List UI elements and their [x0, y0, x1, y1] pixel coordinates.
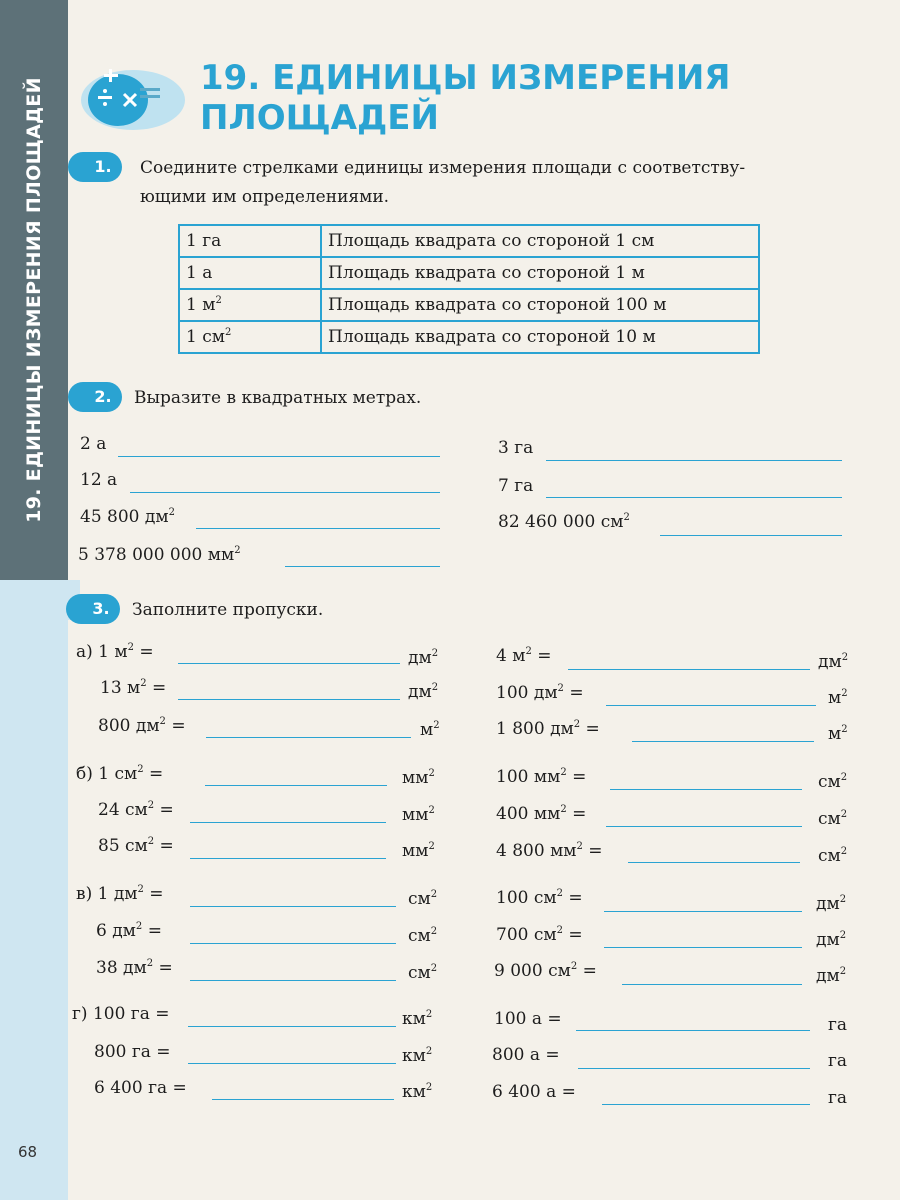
- task-2-item: 5 378 000 000 $мм^2$: [78, 545, 241, 565]
- page-title-line2: ПЛОЩАДЕЙ: [200, 98, 439, 138]
- subtask-a-item: а) 1 $м^2$ =: [76, 642, 154, 662]
- unit-label: $мм^2$: [402, 841, 435, 861]
- subtask-b-item: б) 1 $см^2$ =: [76, 764, 164, 784]
- unit-label: $дм^2$: [816, 894, 847, 914]
- unit-label: $см^2$: [408, 889, 438, 909]
- answer-line[interactable]: [130, 492, 440, 493]
- answer-line[interactable]: [190, 906, 396, 907]
- answer-line[interactable]: [178, 699, 400, 700]
- task-2-item: 12 а: [80, 470, 118, 490]
- task-2-item: 3 га: [498, 438, 534, 458]
- table-row: [179, 257, 759, 289]
- subtask-b-item: 100 $мм^2$ =: [496, 767, 587, 787]
- subtask-a-item: 4 $м^2$ =: [496, 646, 552, 666]
- task-2-item: 7 га: [498, 476, 534, 496]
- task-2-item: 2 а: [80, 434, 107, 454]
- units-definitions-table: [178, 224, 760, 354]
- unit-label: $м^2$: [828, 688, 848, 708]
- unit-label: $дм^2$: [816, 966, 847, 986]
- subtask-a-item: 800 $дм^2$ =: [98, 716, 186, 736]
- task-2-item: 82 460 000 $см^2$: [498, 512, 630, 532]
- table-row: [179, 225, 759, 257]
- subtask-b-item: 400 $мм^2$ =: [496, 804, 587, 824]
- unit-cell[interactable]: 1 $см^2$: [179, 321, 321, 353]
- answer-line[interactable]: [622, 984, 802, 985]
- unit-label: $см^2$: [818, 809, 848, 829]
- unit-label: $м^2$: [828, 724, 848, 744]
- unit-label: $дм^2$: [818, 652, 849, 672]
- subtask-a-item: 13 $м^2$ =: [100, 678, 167, 698]
- subtask-g-item: 6 400 а =: [492, 1082, 576, 1102]
- math-operations-logo: [78, 58, 188, 138]
- unit-label: $мм^2$: [402, 768, 435, 788]
- definition-cell[interactable]: Площадь квадрата со стороной 1 см: [321, 225, 759, 257]
- subtask-g-item: 6 400 га =: [94, 1078, 187, 1098]
- subtask-g-item: г) 100 га =: [72, 1004, 170, 1024]
- unit-label: $см^2$: [408, 926, 438, 946]
- subtask-b-item: 85 $см^2$ =: [98, 836, 174, 856]
- answer-line[interactable]: [212, 1099, 394, 1100]
- subtask-g-item: 800 а =: [492, 1045, 560, 1065]
- unit-label: га: [828, 1088, 848, 1108]
- answer-line[interactable]: [632, 741, 814, 742]
- table-row: [179, 289, 759, 321]
- answer-line[interactable]: [190, 980, 396, 981]
- subtask-v-item: 100 $см^2$ =: [496, 888, 583, 908]
- page-number: 68: [18, 1143, 38, 1161]
- answer-line[interactable]: [578, 1068, 810, 1069]
- answer-line[interactable]: [546, 497, 842, 498]
- task-1-instruction-line1: Соедините стрелками единицы измерения площади с соответству-: [140, 158, 746, 178]
- answer-line[interactable]: [188, 1063, 396, 1064]
- answer-line[interactable]: [568, 669, 810, 670]
- subtask-b-item: 24 $см^2$ =: [98, 800, 174, 820]
- answer-line[interactable]: [190, 858, 386, 859]
- answer-line[interactable]: [604, 947, 802, 948]
- answer-line[interactable]: [196, 528, 440, 529]
- answer-line[interactable]: [178, 663, 400, 664]
- unit-label: $км^2$: [402, 1082, 433, 1102]
- unit-label: $мм^2$: [402, 805, 435, 825]
- definition-cell[interactable]: Площадь квадрата со стороной 1 м: [321, 257, 759, 289]
- sidebar-chapter-title: 19. ЕДИНИЦЫ ИЗМЕРЕНИЯ ПЛОЩАДЕЙ: [23, 77, 45, 523]
- task-3-badge: 3.: [66, 594, 120, 624]
- answer-line[interactable]: [206, 737, 411, 738]
- answer-line[interactable]: [118, 456, 440, 457]
- task-2-badge: 2.: [68, 382, 122, 412]
- subtask-v-item: 6 $дм^2$ =: [96, 921, 162, 941]
- subtask-v-item: 700 $см^2$ =: [496, 925, 583, 945]
- answer-line[interactable]: [546, 460, 842, 461]
- answer-line[interactable]: [660, 535, 842, 536]
- task-1-badge: 1.: [68, 152, 122, 182]
- table-row: [179, 321, 759, 353]
- answer-line[interactable]: [190, 943, 396, 944]
- sidebar: [0, 0, 68, 1200]
- task-3-instruction: Заполните пропуски.: [132, 600, 324, 620]
- unit-label: $км^2$: [402, 1046, 433, 1066]
- answer-line[interactable]: [285, 566, 440, 567]
- subtask-a-item: 1 800 $дм^2$ =: [496, 719, 600, 739]
- sidebar-light-band: [0, 580, 68, 1200]
- subtask-b-item: 4 800 $мм^2$ =: [496, 841, 603, 861]
- unit-label: $см^2$: [818, 772, 848, 792]
- subtask-v-item: 9 000 $см^2$ =: [494, 961, 597, 981]
- subtask-a-item: 100 $дм^2$ =: [496, 683, 584, 703]
- task-2-item: 45 800 $дм^2$: [80, 507, 175, 527]
- page-title-line1: 19. ЕДИНИЦЫ ИЗМЕРЕНИЯ: [200, 58, 731, 98]
- unit-cell[interactable]: 1 га: [179, 225, 321, 257]
- definition-cell[interactable]: Площадь квадрата со стороной 10 м: [321, 321, 759, 353]
- task-1-instruction-line2: ющими им определениями.: [140, 187, 390, 207]
- subtask-g-item: 800 га =: [94, 1042, 171, 1062]
- task-1-instruction: [140, 154, 745, 212]
- unit-label: $м^2$: [420, 720, 440, 740]
- answer-line[interactable]: [188, 1026, 396, 1027]
- unit-label: га: [828, 1051, 848, 1071]
- answer-line[interactable]: [604, 911, 802, 912]
- unit-label: $дм^2$: [408, 648, 439, 668]
- unit-label: $дм^2$: [408, 682, 439, 702]
- answer-line[interactable]: [205, 785, 387, 786]
- subtask-v-item: 38 $дм^2$ =: [96, 958, 173, 978]
- answer-line[interactable]: [628, 862, 800, 863]
- unit-label: $дм^2$: [816, 930, 847, 950]
- answer-line[interactable]: [190, 822, 386, 823]
- answer-line[interactable]: [602, 1104, 810, 1105]
- task-2-instruction: Выразите в квадратных метрах.: [134, 388, 422, 408]
- subtask-v-item: в) 1 $дм^2$ =: [76, 884, 164, 904]
- unit-label: $км^2$: [402, 1009, 433, 1029]
- unit-label: $см^2$: [818, 846, 848, 866]
- unit-cell[interactable]: 1 а: [179, 257, 321, 289]
- definition-cell[interactable]: Площадь квадрата со стороной 100 м: [321, 289, 759, 321]
- answer-line[interactable]: [610, 789, 802, 790]
- unit-label: га: [828, 1015, 848, 1035]
- page-title: [200, 58, 730, 138]
- answer-line[interactable]: [606, 826, 802, 827]
- subtask-g-item: 100 а =: [494, 1009, 562, 1029]
- answer-line[interactable]: [606, 705, 816, 706]
- unit-cell[interactable]: 1 $м^2$: [179, 289, 321, 321]
- answer-line[interactable]: [576, 1030, 810, 1031]
- unit-label: $см^2$: [408, 963, 438, 983]
